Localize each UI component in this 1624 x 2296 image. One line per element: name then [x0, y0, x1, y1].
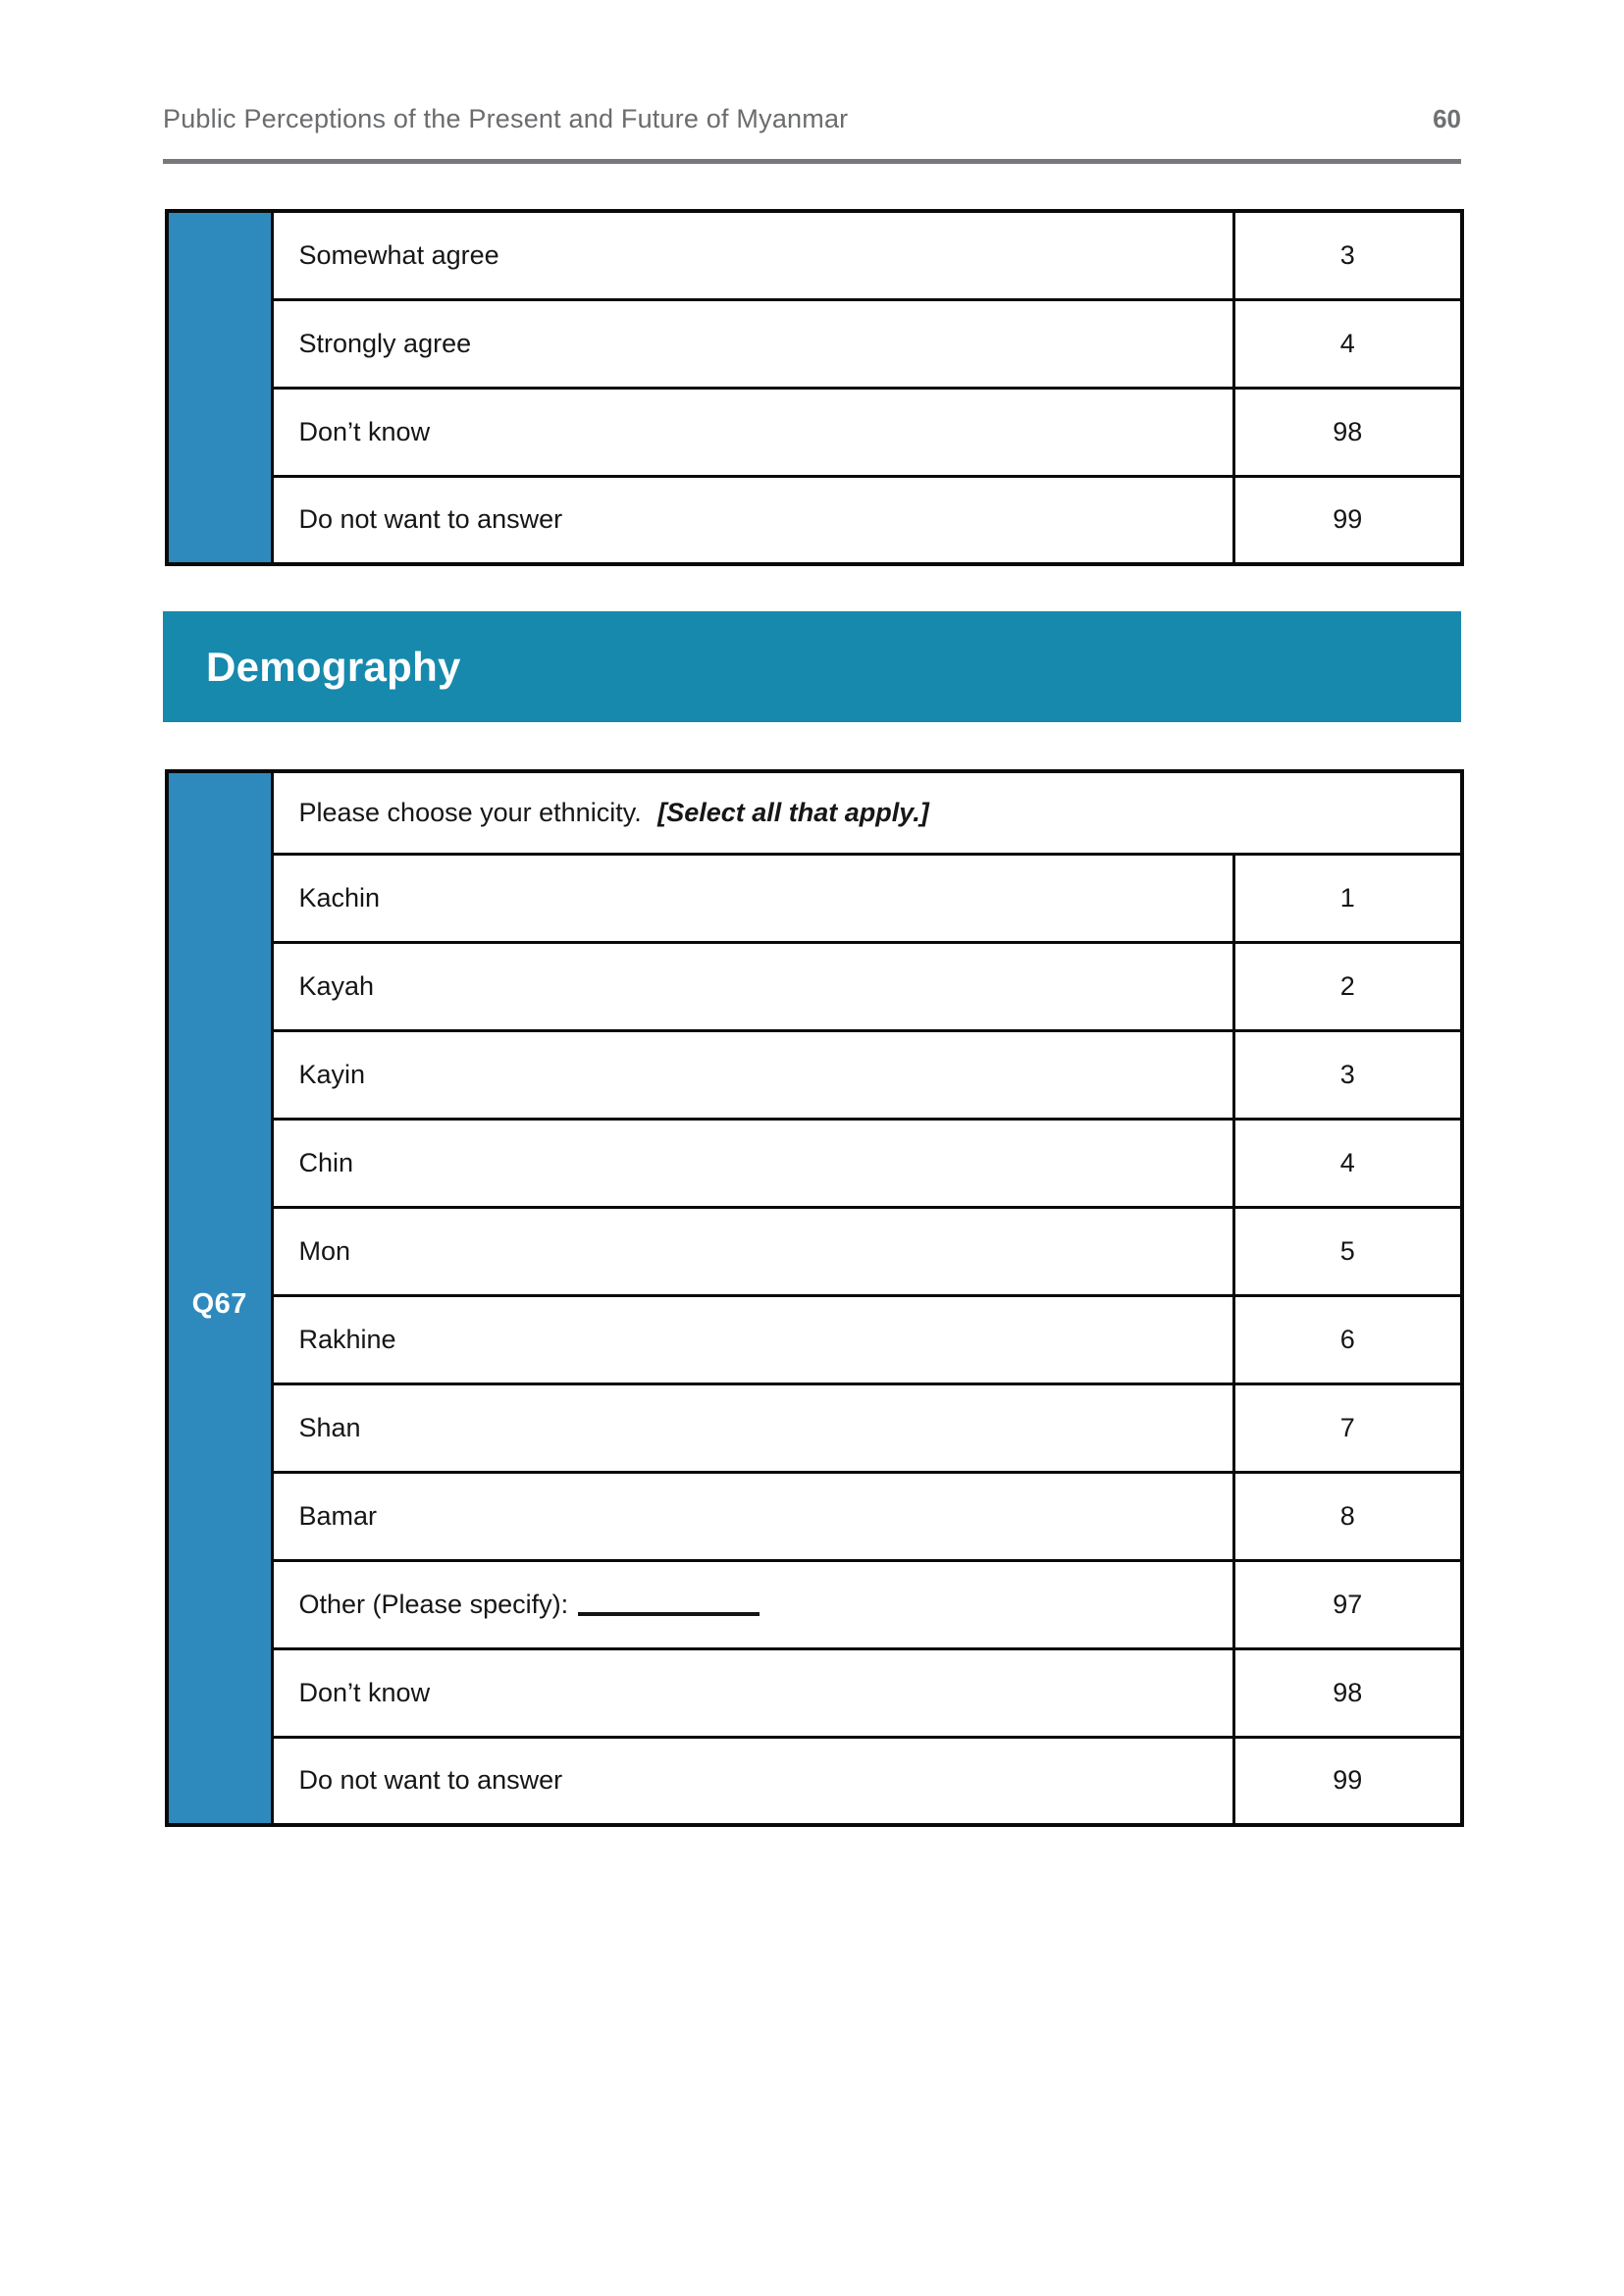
- table-row: [167, 1030, 1462, 1119]
- answer-code: 98: [1233, 388, 1462, 476]
- answer-code: 4: [1233, 299, 1462, 388]
- q67-table: [165, 769, 1464, 1827]
- question-id: Q67: [191, 1288, 247, 1320]
- section-header-banner: [163, 611, 1461, 722]
- table-row: [167, 1295, 1462, 1383]
- option-code: 6: [1233, 1295, 1462, 1383]
- table-row: [167, 476, 1462, 564]
- option-label: Chin: [272, 1119, 1233, 1207]
- answer-table-continued: [165, 209, 1464, 566]
- table-row: [167, 211, 1462, 299]
- option-label: Do not want to answer: [272, 1737, 1233, 1825]
- question-text: Please choose your ethnicity.: [298, 797, 642, 827]
- option-label: Don’t know: [272, 1648, 1233, 1737]
- option-label-other: [272, 1560, 1233, 1648]
- answer-label: Strongly agree: [272, 299, 1233, 388]
- option-label: Kachin: [272, 854, 1233, 942]
- page-header: [163, 104, 1461, 134]
- option-label: Bamar: [272, 1472, 1233, 1560]
- option-code: 98: [1233, 1648, 1462, 1737]
- header-divider: [163, 159, 1461, 164]
- table-row: [167, 854, 1462, 942]
- table-row: [167, 1737, 1462, 1825]
- option-code: 97: [1233, 1560, 1462, 1648]
- table-row: [167, 1119, 1462, 1207]
- option-label: Kayah: [272, 942, 1233, 1030]
- option-label: Mon: [272, 1207, 1233, 1295]
- option-code: 8: [1233, 1472, 1462, 1560]
- table-row: [167, 388, 1462, 476]
- answer-code: 99: [1233, 476, 1462, 564]
- answer-label: Somewhat agree: [272, 211, 1233, 299]
- question-sidebar: [167, 211, 272, 564]
- option-code: 3: [1233, 1030, 1462, 1119]
- option-label: Other (Please specify):: [298, 1589, 569, 1619]
- table-row: [167, 1648, 1462, 1737]
- table-row: [167, 1472, 1462, 1560]
- question-instruction: [Select all that apply.]: [657, 797, 929, 827]
- page-number: 60: [1433, 104, 1461, 133]
- table-row: [167, 942, 1462, 1030]
- option-code: 1: [1233, 854, 1462, 942]
- answer-label: Don’t know: [272, 388, 1233, 476]
- table-row: [167, 1383, 1462, 1472]
- option-code: 4: [1233, 1119, 1462, 1207]
- option-code: 5: [1233, 1207, 1462, 1295]
- section-title: Demography: [206, 643, 461, 690]
- option-code: 2: [1233, 942, 1462, 1030]
- answer-code: 3: [1233, 211, 1462, 299]
- document-title: Public Perceptions of the Present and Future of Myanmar: [163, 104, 849, 133]
- option-code: 7: [1233, 1383, 1462, 1472]
- other-specify-blank: [578, 1612, 760, 1616]
- question-id-cell: [167, 771, 272, 1825]
- table-row: [167, 1560, 1462, 1648]
- option-label: Rakhine: [272, 1295, 1233, 1383]
- question-row: [167, 771, 1462, 854]
- question-text-cell: [272, 771, 1462, 854]
- option-label: Kayin: [272, 1030, 1233, 1119]
- answer-label: Do not want to answer: [272, 476, 1233, 564]
- option-code: 99: [1233, 1737, 1462, 1825]
- option-label: Shan: [272, 1383, 1233, 1472]
- table-row: [167, 1207, 1462, 1295]
- table-row: [167, 299, 1462, 388]
